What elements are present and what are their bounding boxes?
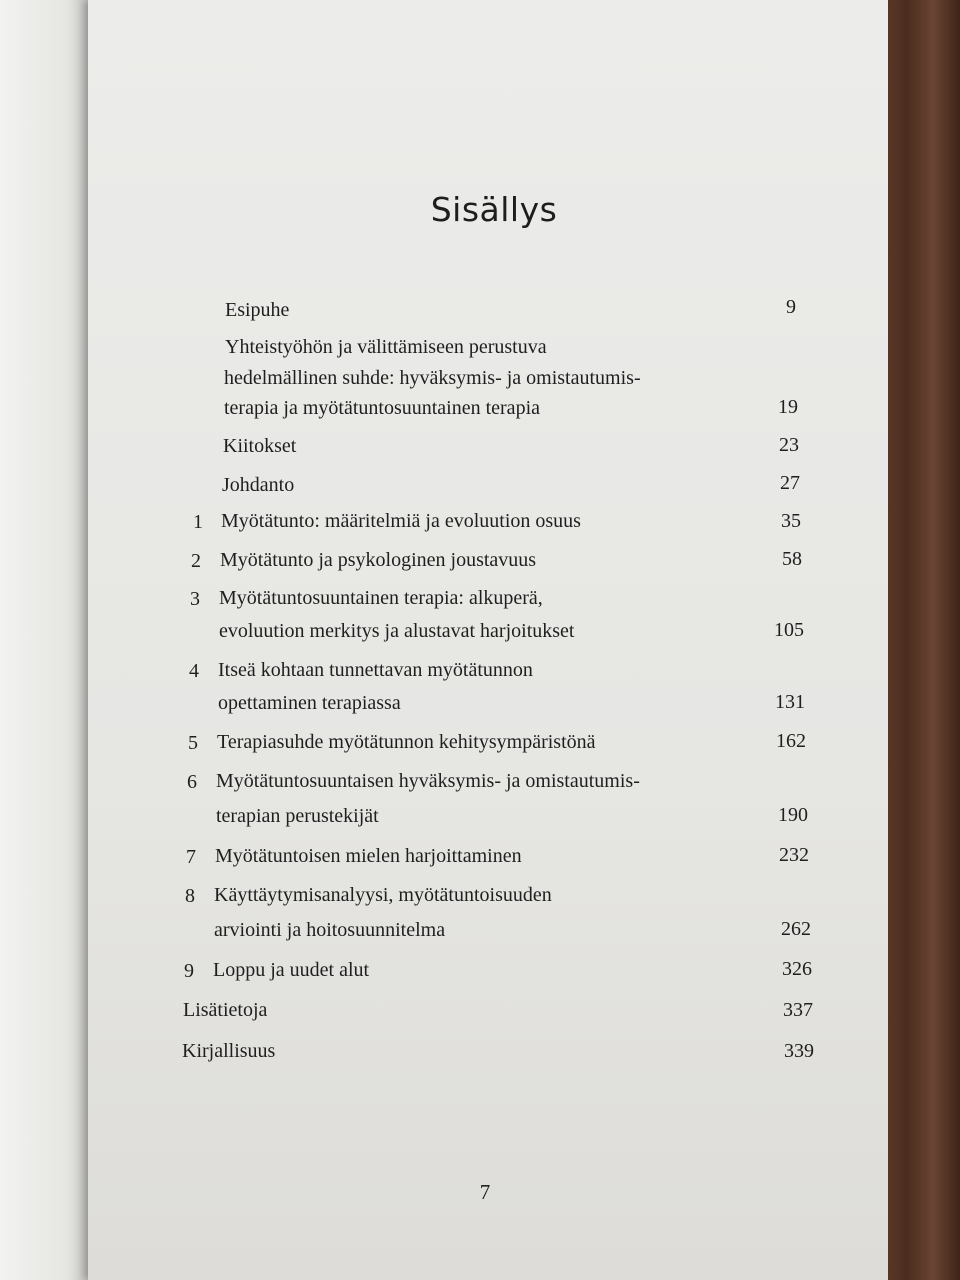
entry-title: evoluution merkitys ja alustavat harjoitukset [219, 620, 575, 642]
entry-page: 190 [778, 804, 808, 826]
entry-title: hedelmällinen suhde: hyväksymis- ja omistautumis- [224, 367, 641, 389]
entry-title: Myötätuntosuuntaisen hyväksymis- ja omistautumis- [216, 770, 640, 792]
entry-page: 23 [779, 434, 799, 456]
chapter-number: 6 [187, 771, 197, 793]
page-number: 7 [479, 1180, 491, 1204]
entry-title: Itseä kohtaan tunnettavan myötätunnon [218, 659, 533, 681]
entry-title: terapia ja myötätuntosuuntainen terapia [224, 397, 540, 419]
chapter-number: 1 [193, 511, 203, 533]
entry-page: 162 [776, 730, 806, 752]
entry-page: 27 [780, 472, 800, 494]
entry-page: 58 [782, 548, 802, 570]
entry-title: Kiitokset [223, 435, 297, 457]
entry-title: arviointi ja hoitosuunnitelma [214, 919, 446, 941]
entry-title: Johdanto [222, 474, 295, 496]
entry-title: Kirjallisuus [182, 1040, 276, 1062]
entry-title: Myötätuntoisen mielen harjoittaminen [215, 845, 522, 867]
page-title: Sisällys [430, 190, 558, 229]
entry-page: 326 [782, 958, 812, 980]
entry-title: Yhteistyöhön ja välittämiseen perustuva [225, 336, 547, 358]
entry-title: Myötätunto: määritelmiä ja evoluution osuus [221, 510, 581, 532]
entry-page: 35 [781, 510, 801, 532]
entry-title: opettaminen terapiassa [218, 692, 401, 714]
entry-title: Lisätietoja [183, 999, 268, 1021]
entry-page: 131 [775, 691, 805, 713]
chapter-number: 4 [189, 660, 199, 682]
chapter-number: 2 [191, 550, 201, 572]
entry-title: Loppu ja uudet alut [213, 959, 370, 981]
chapter-number: 5 [188, 732, 198, 754]
entry-title: terapian perustekijät [216, 805, 379, 827]
entry-title: Esipuhe [225, 299, 290, 321]
chapter-number: 3 [190, 588, 200, 610]
entry-page: 9 [786, 296, 796, 318]
chapter-number: 9 [184, 960, 194, 982]
entry-page: 105 [774, 619, 804, 641]
entry-title: Myötätunto ja psykologinen joustavuus [220, 549, 537, 571]
entry-page: 337 [783, 999, 813, 1021]
entry-page: 19 [778, 396, 798, 418]
chapter-number: 8 [185, 885, 195, 907]
entry-page: 262 [781, 918, 811, 940]
entry-page: 339 [784, 1040, 814, 1062]
entry-page: 232 [779, 844, 809, 866]
entry-title: Käyttäytymisanalyysi, myötätuntoisuuden [214, 884, 552, 906]
entry-title: Terapiasuhde myötätunnon kehitysympäristönä [217, 731, 596, 753]
chapter-number: 7 [186, 846, 196, 868]
entry-title: Myötätuntosuuntainen terapia: alkuperä, [219, 587, 543, 609]
